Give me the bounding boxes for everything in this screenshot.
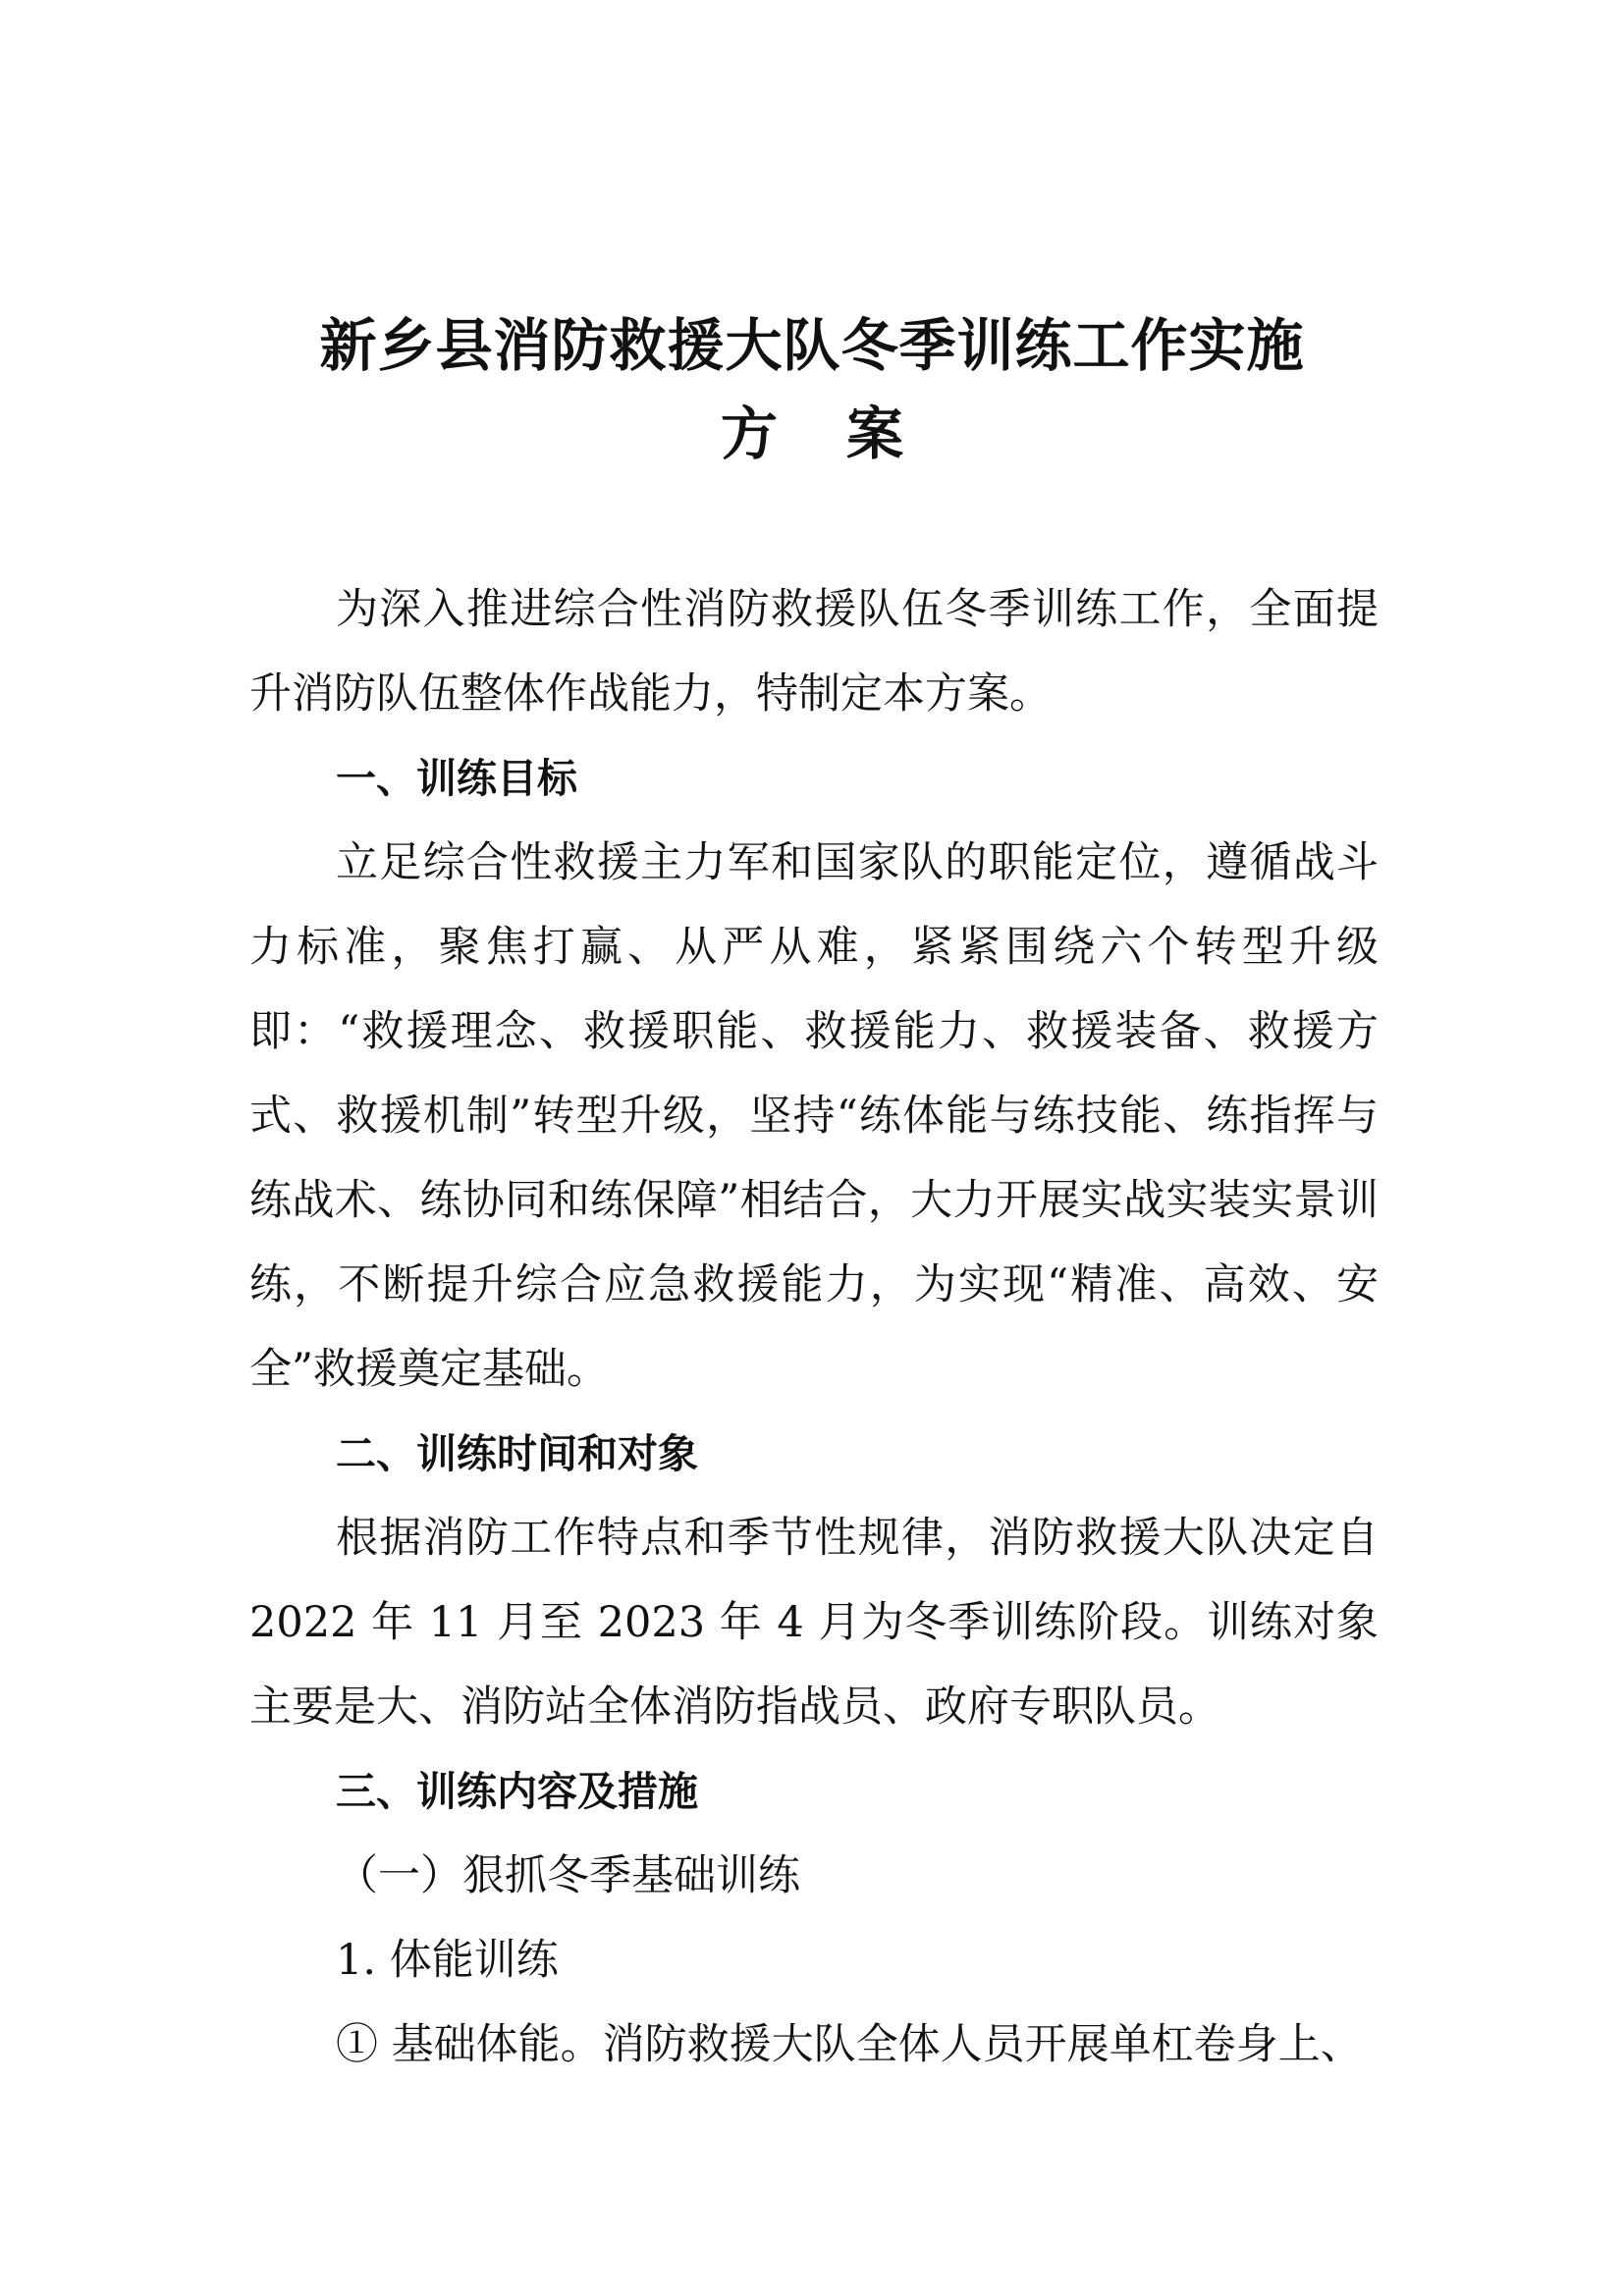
- title-line2-part1: 方: [720, 400, 778, 467]
- intro-paragraph: 为深入推进综合性消防救援队伍冬季训练工作，全面提升消防队伍整体作战能力，特制定本方案。: [249, 585, 1379, 719]
- section2-heading: 二、训练时间和对象: [336, 1430, 698, 1477]
- item1-1-paragraph: ① 基础体能。消防救援大队全体人员开展单杠卷身上、: [336, 2020, 1363, 2069]
- title-line2-part2: 案: [846, 400, 904, 467]
- section2-paragraph: 根据消防工作特点和季节性规律，消防救援大队决定自 2022 年 11 月至 2023 年 4 月为冬季训练阶段。训练对象主要是大、消防站全体消防指战员、政府专职队员。: [249, 1514, 1379, 1732]
- document-body: [249, 567, 1379, 2087]
- subsection1-heading: （一）狠抓冬季基础训练: [336, 1851, 800, 1900]
- section1-paragraph: 立足综合性救援主力军和国家队的职能定位，遵循战斗力标准，聚焦打赢、从严从难，紧紧围绕六个转型升级即：“救援理念、救援职能、救援能力、救援装备、救援方式、救援机制”转型升级，坚持“练体能与练技能、练指挥与练战术、练协同和练保障”相结合，大力开展实战实装实景训练，不断提升综合应急救援能力，为实现“精准、高效、安全”救援奠定基础。: [249, 838, 1379, 1394]
- document-title-line2: [0, 400, 1624, 468]
- document-title-line1: 新乡县消防救援大队冬季训练工作实施: [319, 312, 1305, 379]
- section3-heading: 三、训练内容及措施: [336, 1768, 698, 1815]
- item1-heading: 1. 体能训练: [336, 1936, 559, 1985]
- section1-heading: 一、训练目标: [336, 755, 577, 802]
